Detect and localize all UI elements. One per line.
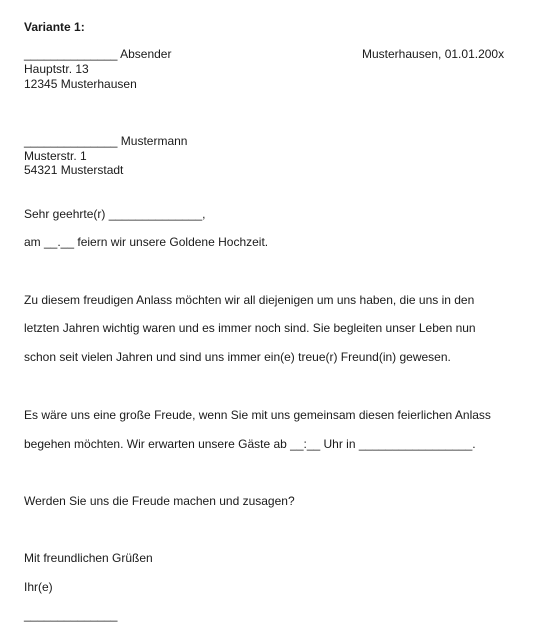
question-sentence: Werden Sie uns die Freude machen und zusagen? (24, 494, 295, 508)
paragraph1-line: schon seit vielen Jahren und sind uns immer ein(e) treue(r) Freund(in) gewesen. (24, 350, 451, 364)
paragraph1-line: Zu diesem freudigen Anlass möchten wir all diejenigen um uns haben, die uns in den (24, 293, 475, 307)
recipient-name-line: ______________ Mustermann (24, 134, 188, 148)
intro-sentence: am __.__ feiern wir unsere Goldene Hochzeit. (24, 235, 269, 249)
signature-line: ______________ (24, 608, 118, 622)
sender-street: Hauptstr. 13 (24, 62, 89, 76)
closing-greeting: Mit freundlichen Grüßen (24, 551, 153, 565)
recipient-street: Musterstr. 1 (24, 149, 87, 163)
variant-heading: Variante 1: (24, 20, 85, 34)
salutation: Sehr geehrte(r) ______________, (24, 207, 206, 221)
sender-name-line: ______________ Absender (24, 47, 172, 61)
paragraph1-line: letzten Jahren wichtig waren und es immer noch sind. Sie begleiten unser Leben nun (24, 321, 476, 335)
closing-signoff: Ihr(e) (24, 580, 53, 594)
place-date: Musterhausen, 01.01.200x (362, 47, 505, 61)
sender-city: 12345 Musterhausen (24, 77, 137, 91)
paragraph2-line: Es wäre uns eine große Freude, wenn Sie mit uns gemeinsam diesen feierlichen Anlass (24, 408, 491, 422)
recipient-city: 54321 Musterstadt (24, 163, 124, 177)
paragraph2-line: begehen möchten. Wir erwarten unsere Gäste ab __:__ Uhr in _________________. (24, 437, 476, 451)
